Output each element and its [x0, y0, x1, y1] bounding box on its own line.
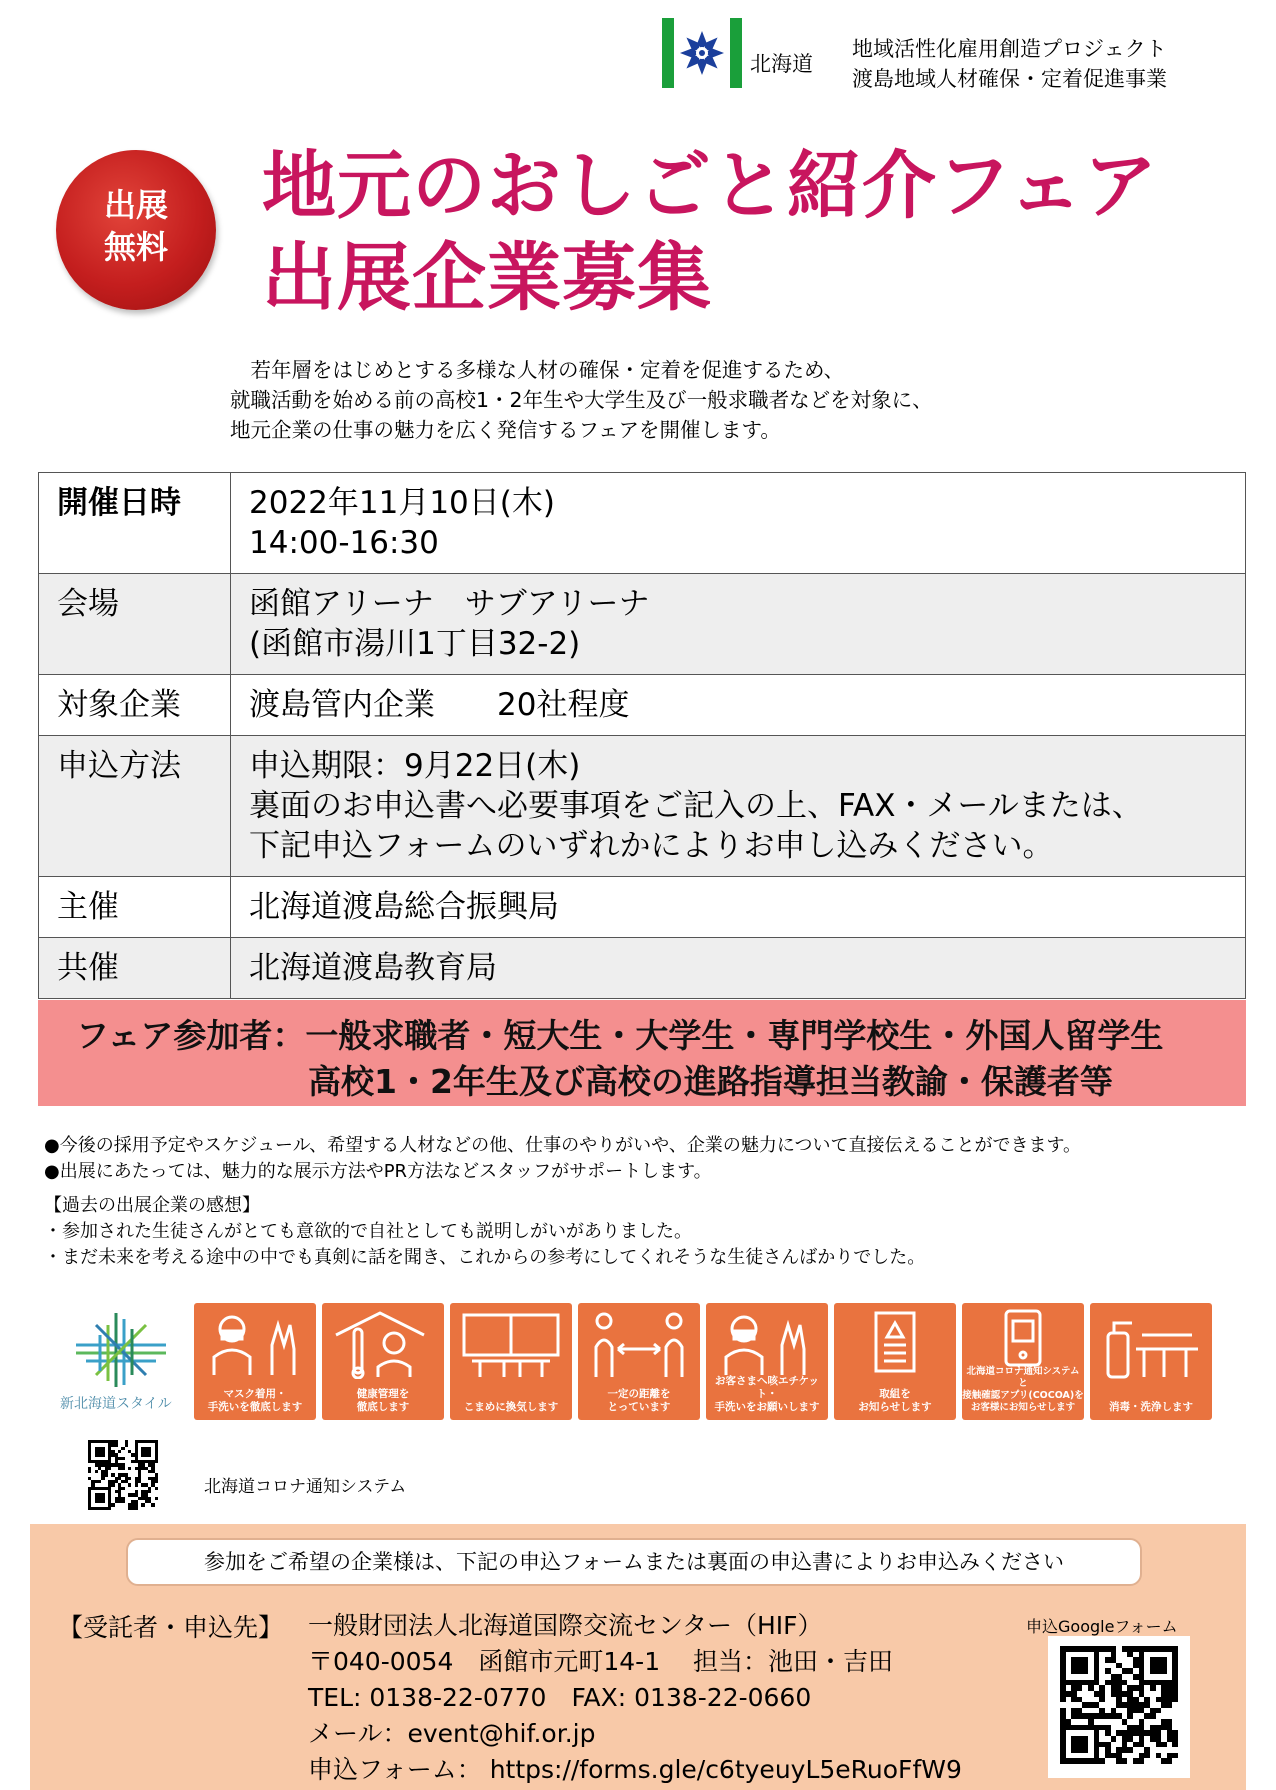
- list-item: ●出展にあたっては、魅力的な展示方法やPR方法などスタッフがサポートします。: [44, 1161, 712, 1182]
- tile-notice: 取組を お知らせします: [834, 1303, 956, 1420]
- row-value: 北海道渡島総合振興局: [231, 877, 1246, 938]
- notice-icon: [842, 1309, 948, 1379]
- list-item: ・まだ未来を考える途中の中でも真剣に話を聞き、これからの参考にしてくれそうな生徒さんばかりでした。: [44, 1247, 926, 1268]
- row-key: 主催: [39, 877, 231, 938]
- table-row: [39, 675, 1246, 736]
- mask-handwash-icon: [202, 1309, 308, 1379]
- new-hokkaido-style-icon: [56, 1305, 186, 1395]
- list-item: ●今後の採用予定やスケジュール、希望する人材などの他、仕事のやりがいや、企業の魅力について直接伝えることができます。: [44, 1135, 1082, 1156]
- email-link[interactable]: メール：event@hif.or.jp: [308, 1719, 596, 1748]
- table-row: [39, 574, 1246, 675]
- tile-health-check: 健康管理を 徹底します: [322, 1303, 444, 1420]
- footer-contact: [30, 1524, 1246, 1790]
- application-notice: 参加をご希望の企業様は、下記の申込フォームまたは裏面の申込書によりお申込みください: [126, 1538, 1142, 1586]
- contact-info: 一般財団法人北海道国際交流センター（HIF） 〒040-0054 函館市元町14-1 担当：池田・吉田 TEL: 0138-22-0770 FAX: 0138-22-0660 メール：event@hif.or.jp 申込フォーム： https://forms.gle/c6tyeuyL5eRuoFfW9: [308, 1608, 962, 1788]
- tile-cocoa-app: 北海道コロナ通知システムと 接触確認アプリ(COCOA)を お客様にお知らせします: [962, 1303, 1084, 1420]
- corona-system-qr-code[interactable]: [88, 1440, 158, 1510]
- tile-cough-etiquette: お客さまへ咳エチケット・ 手洗いをお願いします: [706, 1303, 828, 1420]
- row-key: 申込方法: [39, 736, 231, 877]
- bullet-list: [44, 1133, 1264, 1271]
- ventilation-icon: [458, 1309, 564, 1379]
- tile-mask-handwash: マスク着用・ 手洗いを徹底します: [194, 1303, 316, 1420]
- participants-band: フェア参加者：一般求職者・短大生・大学生・専門学校生・外国人留学生 高校1・2年生及び高校の進路指導担当教諭・保護者等: [38, 1000, 1246, 1106]
- hokkaido-crest-icon: [676, 24, 728, 82]
- table-row: [39, 877, 1246, 938]
- list-item: ・参加された生徒さんがとても意欲的で自社としても説明しがいがありました。: [44, 1221, 692, 1242]
- new-hokkaido-style-logo: 新北海道スタイル: [56, 1305, 186, 1415]
- distance-icon: [586, 1309, 692, 1379]
- prefecture-name: 北海道: [750, 52, 813, 76]
- table-row: [39, 938, 1246, 999]
- row-key: 開催日時: [39, 473, 231, 574]
- page-title: 地元のおしごと紹介フェア 出展企業募集: [262, 143, 1159, 321]
- google-form-qr-code[interactable]: [1060, 1646, 1178, 1764]
- tile-distance: 一定の距離を とっています: [578, 1303, 700, 1420]
- row-key: 会場: [39, 574, 231, 675]
- event-info-table: [38, 472, 1246, 999]
- corona-system-label: 北海道コロナ通知システム: [204, 1477, 407, 1497]
- hokkaido-logo: [662, 18, 742, 88]
- impressions-heading: 【過去の出展企業の感想】: [44, 1195, 260, 1216]
- row-key: 共催: [39, 938, 231, 999]
- tile-disinfect: 消毒・洗浄します: [1090, 1303, 1212, 1420]
- intro-text: 若年層をはじめとする多様な人材の確保・定着を促進するため、 就職活動を始める前の高校1・2年生や大学生及び一般求職者などを対象に、 地元企業の仕事の魅力を広く発信するフェアを開催します。: [230, 358, 933, 442]
- disinfect-icon: [1098, 1309, 1204, 1379]
- health-check-icon: [330, 1309, 436, 1379]
- project-name: 地域活性化雇用創造プロジェクト 渡島地域人材確保・定着促進事業: [852, 37, 1167, 91]
- cough-etiquette-icon: [714, 1309, 820, 1379]
- row-key: 対象企業: [39, 675, 231, 736]
- table-row: [39, 473, 1246, 574]
- table-row: [39, 736, 1246, 877]
- row-value: 函館アリーナ サブアリーナ (函館市湯川1丁目32-2): [231, 574, 1246, 675]
- google-form-label: 申込Googleフォーム: [1026, 1617, 1178, 1636]
- free-exhibit-badge: 出展 無料: [56, 150, 216, 310]
- tile-ventilation: こまめに換気します: [450, 1303, 572, 1420]
- cocoa-app-icon: [970, 1309, 1076, 1369]
- form-link[interactable]: 申込フォーム： https://forms.gle/c6tyeuyL5eRuoFfW9: [308, 1755, 962, 1784]
- row-value: 渡島管内企業 20社程度: [231, 675, 1246, 736]
- row-value: 申込期限：9月22日(木) 裏面のお申込書へ必要事項をご記入の上、FAX・メールまたは、 下記申込フォームのいずれかによりお申し込みください。: [231, 736, 1246, 877]
- row-value: 北海道渡島教育局: [231, 938, 1246, 999]
- row-value: 2022年11月10日(木) 14:00-16:30: [231, 473, 1246, 574]
- contact-key: 【受託者・申込先】: [58, 1613, 284, 1642]
